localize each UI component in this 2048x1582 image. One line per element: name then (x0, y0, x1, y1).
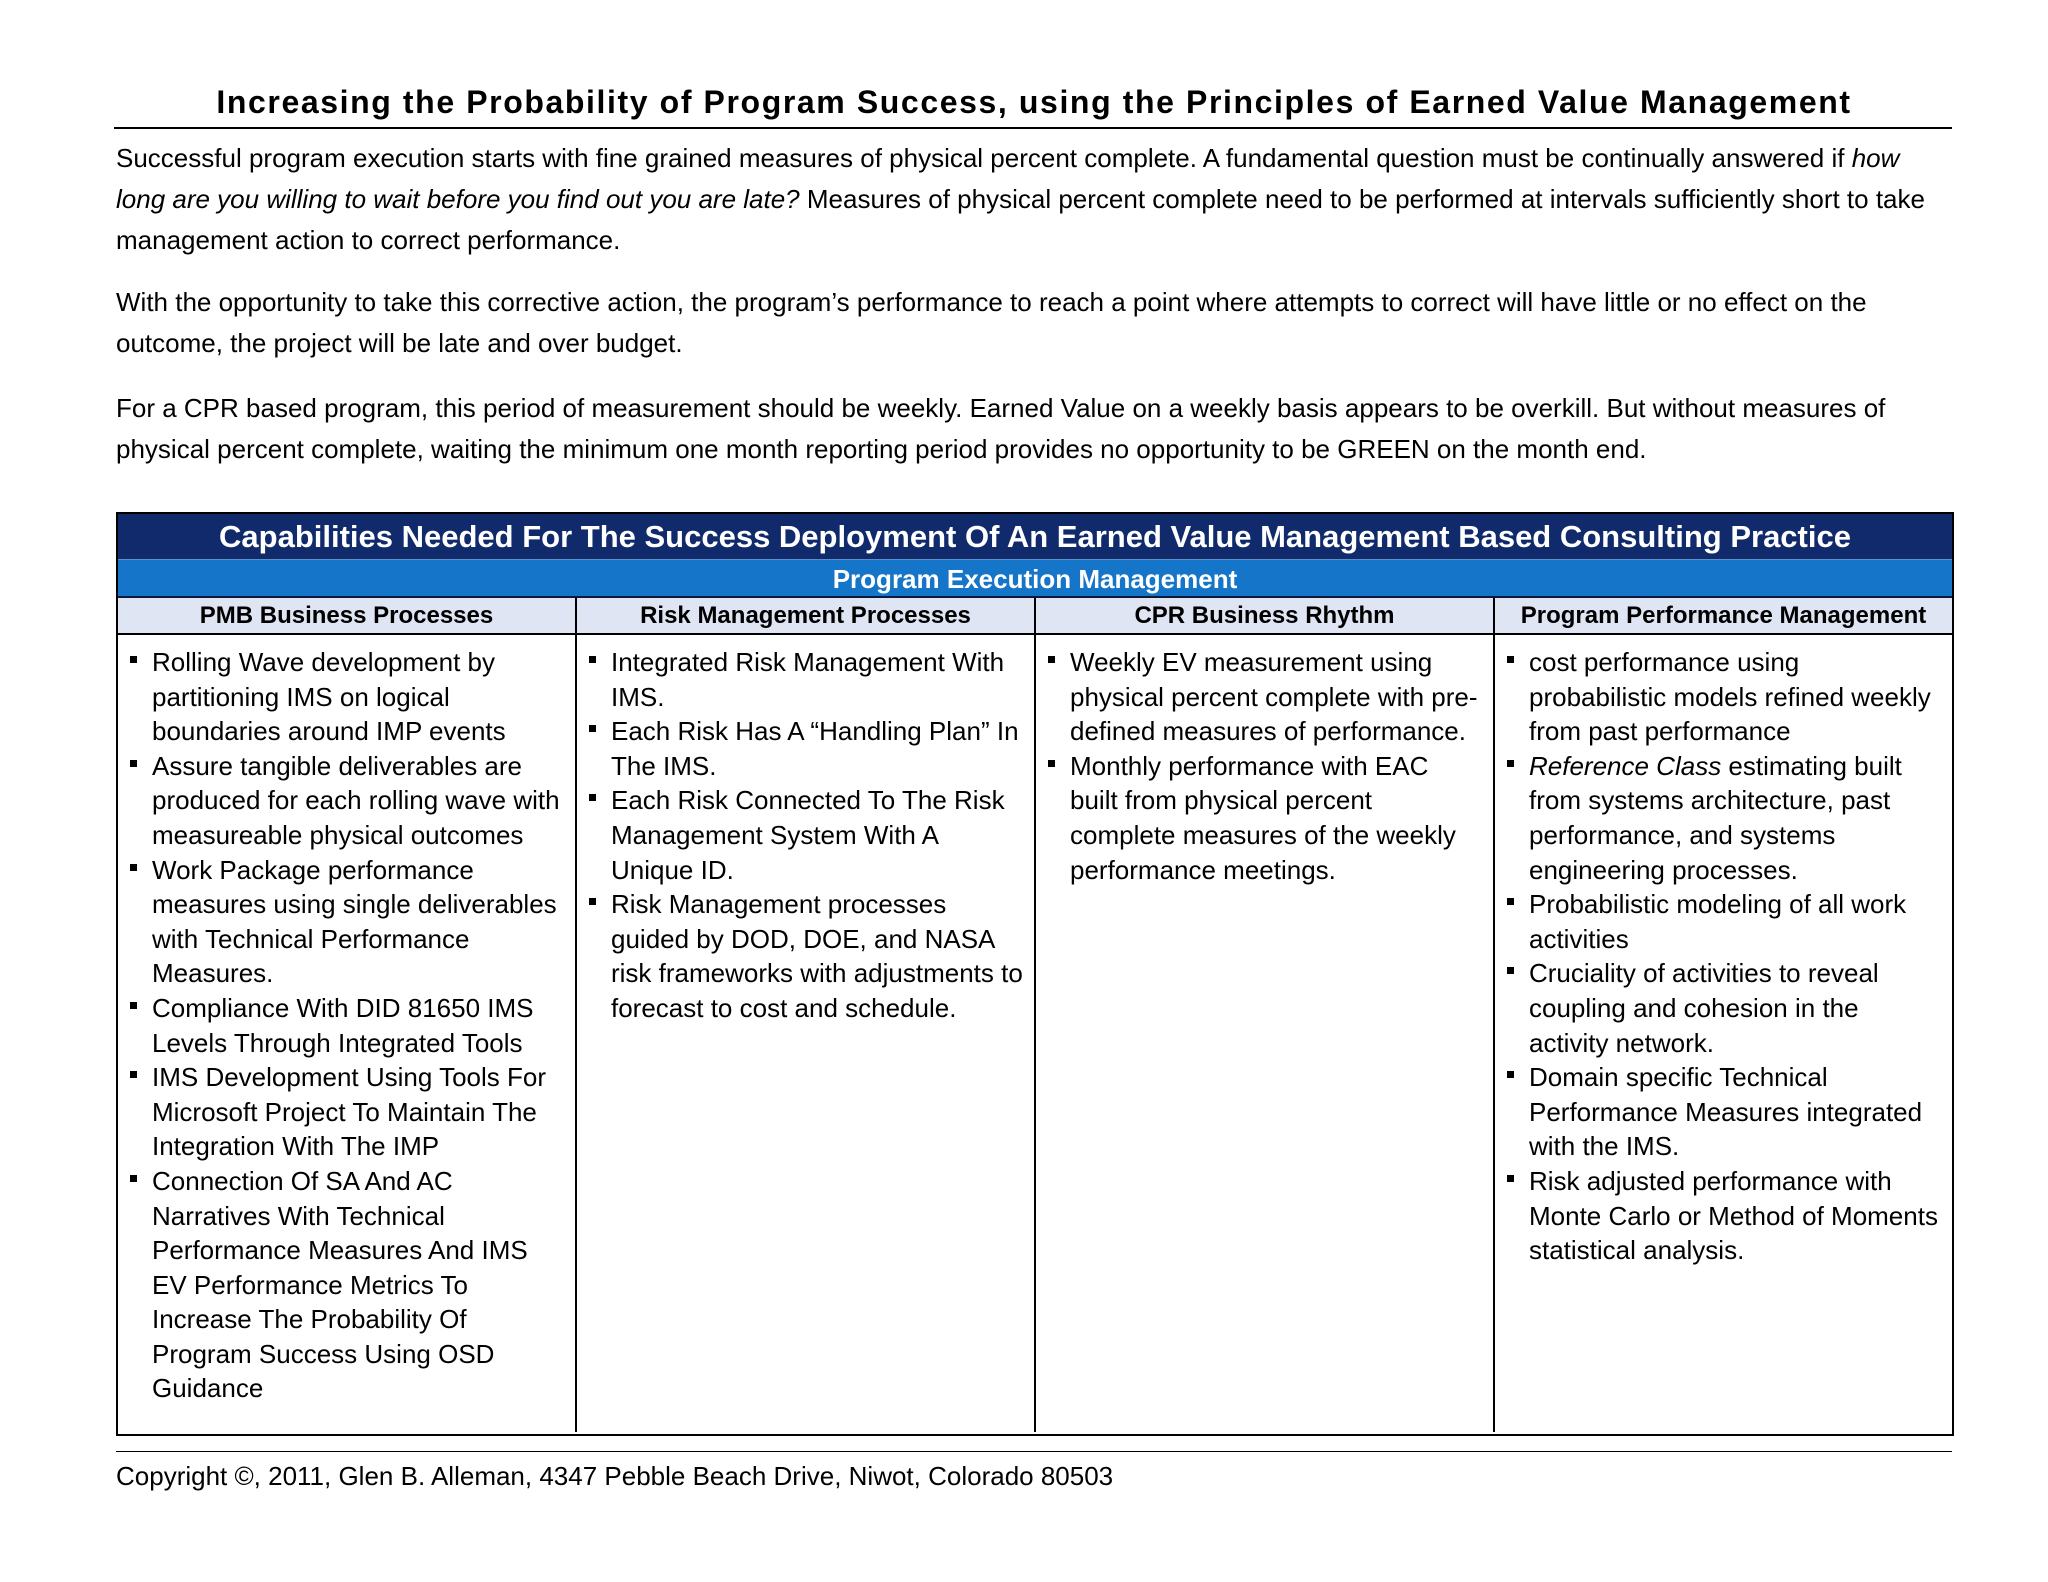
column-header-row (118, 598, 1952, 635)
list-item: Assure tangible deliverables are produced for each rolling wave with measureable physical outcomes (128, 749, 565, 853)
bullet-icon (1507, 760, 1514, 767)
list-item: Compliance With DID 81650 IMS Levels Through Integrated Tools (128, 991, 565, 1060)
intro-text-start: Successful program execution starts with fine grained measures of physical percent complete. A fundamental question must be continually answered if (116, 143, 1852, 173)
corrective-action-paragraph: With the opportunity to take this corrective action, the program’s performance to reach a point where attempts to correct will have little or no effect on the outcome, the project will be late and over budget. (116, 287, 1867, 358)
table-banner: Capabilities Needed For The Success Deployment Of An Earned Value Management Based Consulting Practice (118, 514, 1952, 559)
bullet-icon (130, 1002, 137, 1009)
bullet-icon (130, 1175, 137, 1182)
column-header-pmb: PMB Business Processes (199, 602, 494, 629)
column-header-cpr: CPR Business Rhythm (1034, 598, 1493, 633)
list-item: IMS Development Using Tools For Microsoft Project To Maintain The Integration With The IMP (128, 1060, 565, 1164)
bullet-icon (130, 760, 137, 767)
reference-class-term: Reference Class (1529, 750, 1722, 781)
bullet-icon (1507, 898, 1514, 905)
risk-list (587, 645, 1024, 1026)
column-cpr (1034, 635, 1493, 1432)
performance-list (1505, 645, 1942, 1268)
list-item: Probabilistic modeling of all work activities (1505, 887, 1942, 956)
bullet-icon (1048, 656, 1055, 663)
bullet-icon (1507, 967, 1514, 974)
list-item: cost performance using probabilistic models refined weekly from past performance (1505, 645, 1942, 749)
footer-divider (116, 1451, 1952, 1452)
column-performance (1493, 635, 1952, 1432)
bullet-icon (130, 656, 137, 663)
list-item: Connection Of SA And AC Narratives With Technical Performance Measures And IMS EV Performance Metrics To Increase The Probability Of Program Success Using OSD Guidance (128, 1164, 565, 1406)
bullet-icon (1507, 656, 1514, 663)
copyright-footer: Copyright ©, 2011, Glen B. Alleman, 4347 Pebble Beach Drive, Niwot, Colorado 80503 (116, 1461, 1114, 1491)
document-title: Increasing the Probability of Program Success, using the Principles of Earned Value Management (216, 84, 1852, 120)
bullet-icon (589, 898, 596, 905)
measurement-period-paragraph: For a CPR based program, this period of measurement should be weekly. Earned Value on a weekly basis appears to be overkill. But without measures of physical percent complete, waiting the minimum one month reporting period provides no opportunity to be GREEN on the month end. (116, 393, 1886, 464)
bullet-icon (130, 864, 137, 871)
list-item: Monthly performance with EAC built from physical percent complete measures of the weekly performance meetings. (1046, 749, 1483, 887)
bullet-icon (1048, 760, 1055, 767)
bullet-icon (1507, 1175, 1514, 1182)
bullet-icon (589, 656, 596, 663)
list-item: Weekly EV measurement using physical percent complete with pre-defined measures of performance. (1046, 645, 1483, 749)
list-item: Risk Management processes guided by DOD, DOE, and NASA risk frameworks with adjustments to forecast to cost and schedule. (587, 887, 1024, 1025)
bullet-icon (130, 1071, 137, 1078)
list-item: Risk adjusted performance with Monte Carlo or Method of Moments statistical analysis. (1505, 1164, 1942, 1268)
intro-text-end: Measures of physical percent complete need to be performed at intervals sufficiently short to take management action to correct performance. (116, 184, 1925, 255)
capabilities-table (116, 512, 1954, 1436)
pmb-list (128, 645, 565, 1406)
list-item: Each Risk Connected To The Risk Management System With A Unique ID. (587, 783, 1024, 887)
list-item: Work Package performance measures using single deliverables with Technical Performance Measures. (128, 853, 565, 991)
list-item: Domain specific Technical Performance Measures integrated with the IMS. (1505, 1060, 1942, 1164)
column-header-risk: Risk Management Processes (575, 598, 1034, 633)
list-item: Cruciality of activities to reveal coupling and cohesion in the activity network. (1505, 956, 1942, 1060)
column-header-performance: Program Performance Management (1493, 598, 1952, 633)
list-item: Each Risk Has A “Handling Plan” In The IMS. (587, 714, 1024, 783)
list-item: Integrated Risk Management With IMS. (587, 645, 1024, 714)
table-subbanner: Program Execution Management (118, 559, 1952, 598)
column-risk (575, 635, 1034, 1432)
bullet-icon (1507, 1071, 1514, 1078)
bullet-icon (589, 725, 596, 732)
list-item: Rolling Wave development by partitioning IMS on logical boundaries around IMP events (128, 645, 565, 749)
column-pmb (118, 635, 575, 1432)
capabilities-columns (118, 635, 1952, 1432)
intro-emphasis: how long are you willing to wait before you find out you are late? (116, 143, 1900, 214)
list-item: Reference Class estimating built from systems architecture, past performance, and systems engineering processes. (1505, 749, 1942, 887)
title-divider (114, 127, 1952, 129)
intro-paragraph (116, 138, 1952, 261)
cpr-list (1046, 645, 1483, 887)
document-page (116, 0, 1952, 1582)
bullet-icon (589, 794, 596, 801)
